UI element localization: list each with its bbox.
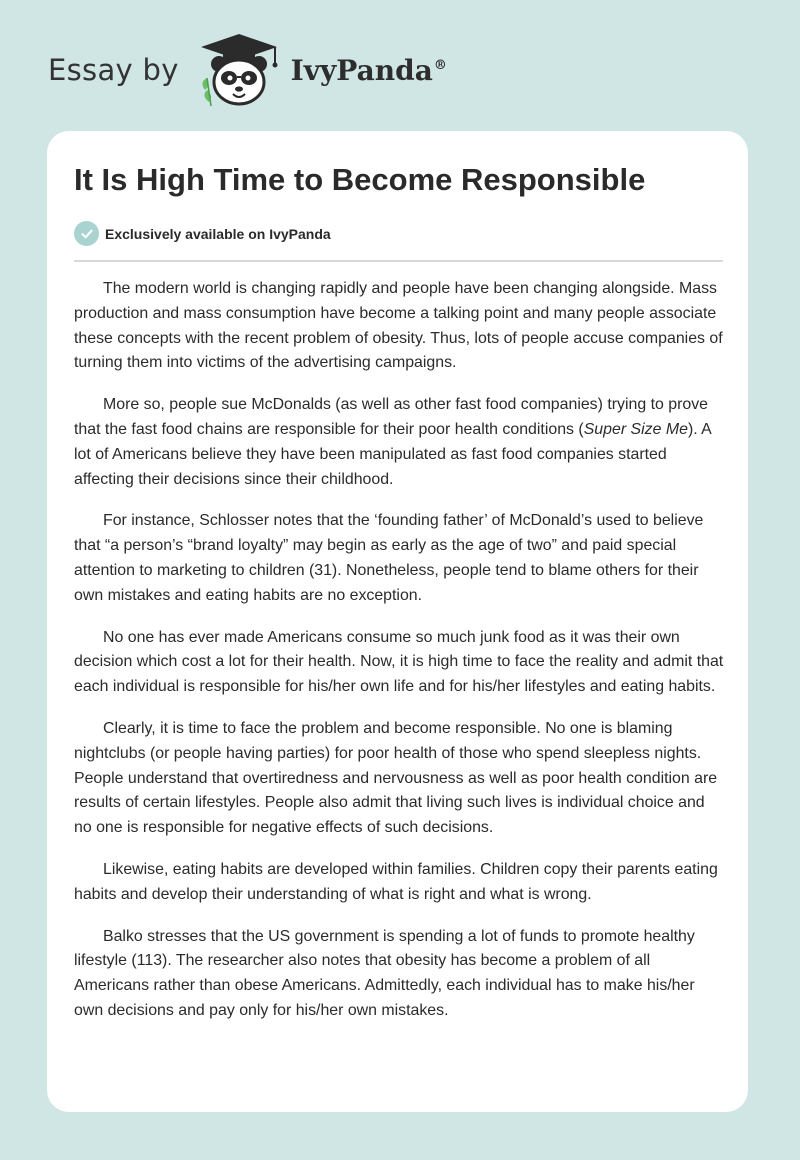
essay-body: [74, 277, 724, 1041]
paragraph-3: For instance, Schlosser notes that the ‘founding father’ of McDonald’s used to believe that “a person’s “brand loyalty” may begin as early as the age of two” and paid special attention to marketing to children (31). Nonetheless, people tend to blame others for their own mistakes and eating habits are no exception.: [74, 512, 704, 604]
exclusive-badge: [74, 221, 331, 246]
badge-label: Exclusively available on IvyPanda: [105, 225, 331, 242]
paragraph-5: Clearly, it is time to face the problem and become responsible. No one is blaming nightclubs (or people having parties) for poor health of those who spend sleepless nights. People understand that overtiredness and nervousness as well as poor health condition are results of certain lifestyles. People also admit that living such lives is individual choice and no one is responsible for negative effects of such decisions.: [74, 719, 718, 837]
essay-card: [47, 131, 748, 1112]
check-circle-icon: [74, 221, 99, 246]
paragraph-2: [74, 393, 724, 492]
paragraph-7: Balko stresses that the US government is spending a lot of funds to promote healthy lifestyle (113). The researcher also notes that obesity has become a problem of all Americans rather than obese Americans. Admittedly, each individual has to make his/her own decisions and pay only for his/her own mistakes.: [74, 927, 695, 1019]
paragraph-1: The modern world is changing rapidly and people have been changing alongside. Mass production and mass consumption have become a talking point and many people associate these concepts with the recent problem of obesity. Thus, lots of people accuse companies of turning them into victims of the advertising campaigns.: [74, 280, 723, 372]
registered-mark: ®: [433, 58, 447, 74]
site-header: [48, 30, 447, 110]
panda-mascot-icon: [195, 32, 283, 108]
brand-text: IvyPanda: [290, 53, 433, 87]
essay-by-label: Essay by: [48, 53, 179, 87]
brand-name: [291, 54, 447, 87]
paragraph-6: Likewise, eating habits are developed within families. Children copy their parents eating habits and develop their understanding of what is right and what is wrong.: [74, 860, 718, 903]
paragraph-2-text-b: ). A lot of Americans believe they have been manipulated as fast food companies started affecting their decisions since their childhood.: [74, 420, 711, 488]
divider: [74, 260, 723, 262]
paragraph-2-text-a: More so, people sue McDonalds (as well as other fast food companies) trying to prove that the fast food chains are responsible for their poor health conditions (: [74, 396, 709, 438]
page-title: It Is High Time to Become Responsible: [74, 162, 646, 197]
paragraph-4: No one has ever made Americans consume so much junk food as it was their own decision which cost a lot for their health. Now, it is high time to face the reality and admit that each individual is responsible for his/her own life and for his/her lifestyles and eating habits.: [74, 628, 724, 696]
cited-film-title: Super Size Me: [583, 420, 688, 438]
